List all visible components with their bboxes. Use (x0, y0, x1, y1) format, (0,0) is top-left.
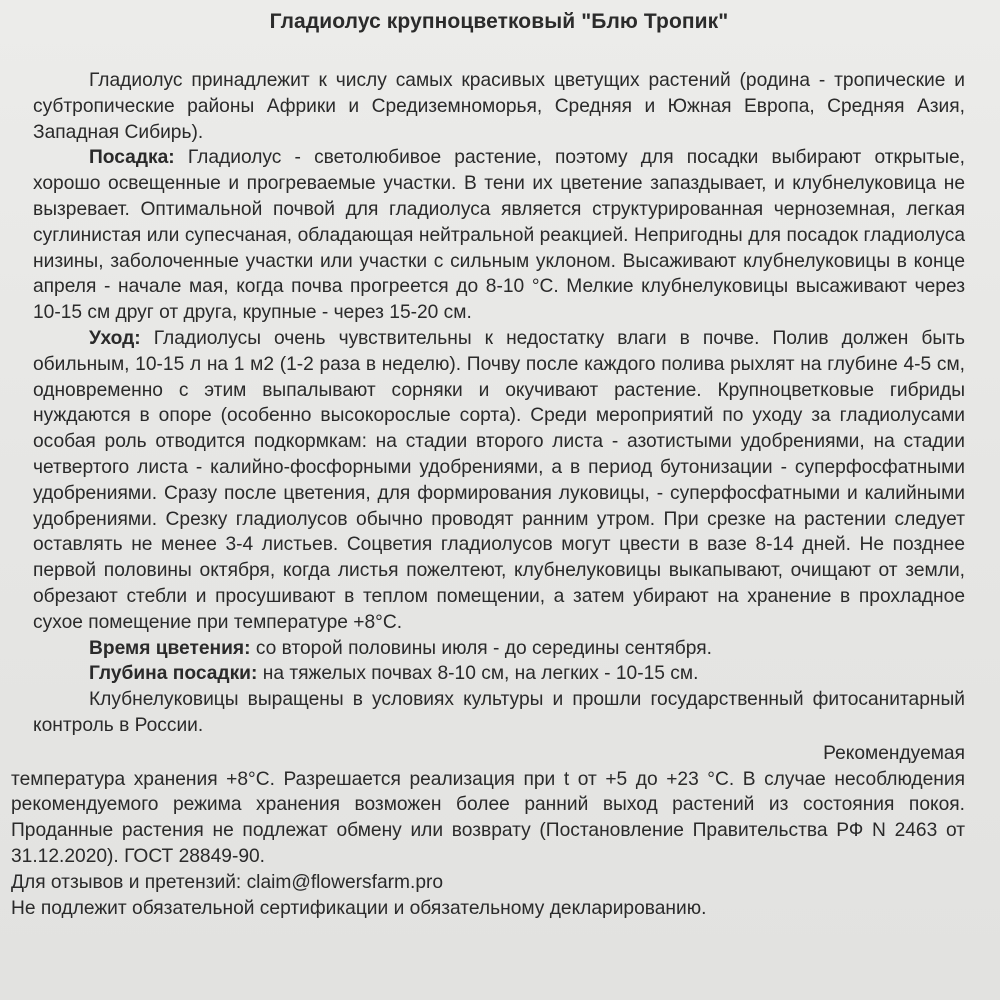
document-body (11, 68, 965, 921)
planting-depth-text: на тяжелых почвах 8-10 см, на легких - 10-15 см. (262, 663, 699, 685)
document-title: Гладиолус крупноцветковый "Блю Тропик" (269, 10, 729, 33)
planting-text: Гладиолус - светолюбивое растение, поэтому для посадки выбирают открытые, хорошо освещенные и прогреваемые участки. В тени их цветение запаздывает, и клубнелуковица не вызревает. Оптимальной почвой для гладиолуса является структурированная черноземная, легкая суглинистая или супесчаная, обладающая нейтральной реакцией. Непригодны для посадок гладиолуса низины, заболоченные участки или участки с сильным уклоном. Высаживают клубнелуковицы в конце апреля - начале мая, когда почва прогреется до 8-10 °С. Мелкие клубнелуковицы высаживают через 10-15 см друг от друга, крупные - через 15-20 см. (33, 147, 965, 324)
care-text: Гладиолусы очень чувствительны к недостатку влаги в почве. Полив должен быть обильным, 10-15 л на 1 м2 (1-2 раза в неделю). Почву после каждого полива рыхлят на глубине 4-5 см, одновременно с этим выпалывают сорняки и окучивают растение. Крупноцветковые гибриды нуждаются в опоре (особенно высокорослые сорта). Среди мероприятий по уходу за гладиолусами особая роль отводится подкормкам: на стадии второго листа - азотистыми удобрениями, на стадии четвертого листа - калийно-фосфорными удобрениями, а в период бутонизации - суперфосфатными удобрениями. Сразу после цветения, для формирования луковицы, - суперфосфатными и калийными удобрениями. Срезку гладиолусов обычно проводят ранним утром. При срезке на растении следует оставлять не менее 3-4 листьев. Соцветия гладиолусов могут цвести в вазе 8-14 дней. Не позднее первой половины октября, когда листья пожелтеют, клубнелуковицы выкапывают, очищают от земли, обрезают стебли и просушивают в теплом помещении, а затем убирают на хранение в прохладное сухое помещение при температуре +8°С. (33, 327, 965, 633)
care-paragraph (33, 326, 965, 636)
phyto-paragraph: Клубнелуковицы выращены в условиях культуры и прошли государственный фитосанитарный контроль в России. (33, 689, 965, 736)
certification-line: Не подлежит обязательной сертификации и обязательному декларированию. (11, 897, 707, 919)
bloom-time-paragraph (33, 636, 965, 662)
bloom-time-text: со второй половины июля - до середины сентября. (255, 637, 712, 659)
planting-depth-paragraph (33, 661, 965, 687)
contact-line: Для отзывов и претензий: claim@flowersfarm.pro (11, 871, 444, 893)
planting-label: Посадка: (89, 147, 175, 169)
planting-depth-label: Глубина посадки: (89, 663, 258, 685)
intro-paragraph: Гладиолус принадлежит к числу самых красивых цветущих растений (родина - тропические и субтропические районы Африки и Средиземноморья, Средняя и Южная Европа, Средняя Азия, Западная Сибирь). (33, 70, 965, 143)
storage-heading: Рекомендуемая (823, 742, 965, 764)
bloom-time-label: Время цветения: (89, 637, 251, 659)
planting-paragraph (33, 145, 965, 326)
storage-paragraph: температура хранения +8°С. Разрешается реализация при t от +5 до +23 °С. В случае несоблюдения рекомендуемого режима хранения возможен более ранний выход растений из состояния покоя. Проданные растения не подлежат обмену или возврату (Постановление Правительства РФ N 2463 от 31.12.2020). ГОСТ 28849-90. (11, 768, 965, 867)
care-label: Уход: (89, 327, 141, 349)
